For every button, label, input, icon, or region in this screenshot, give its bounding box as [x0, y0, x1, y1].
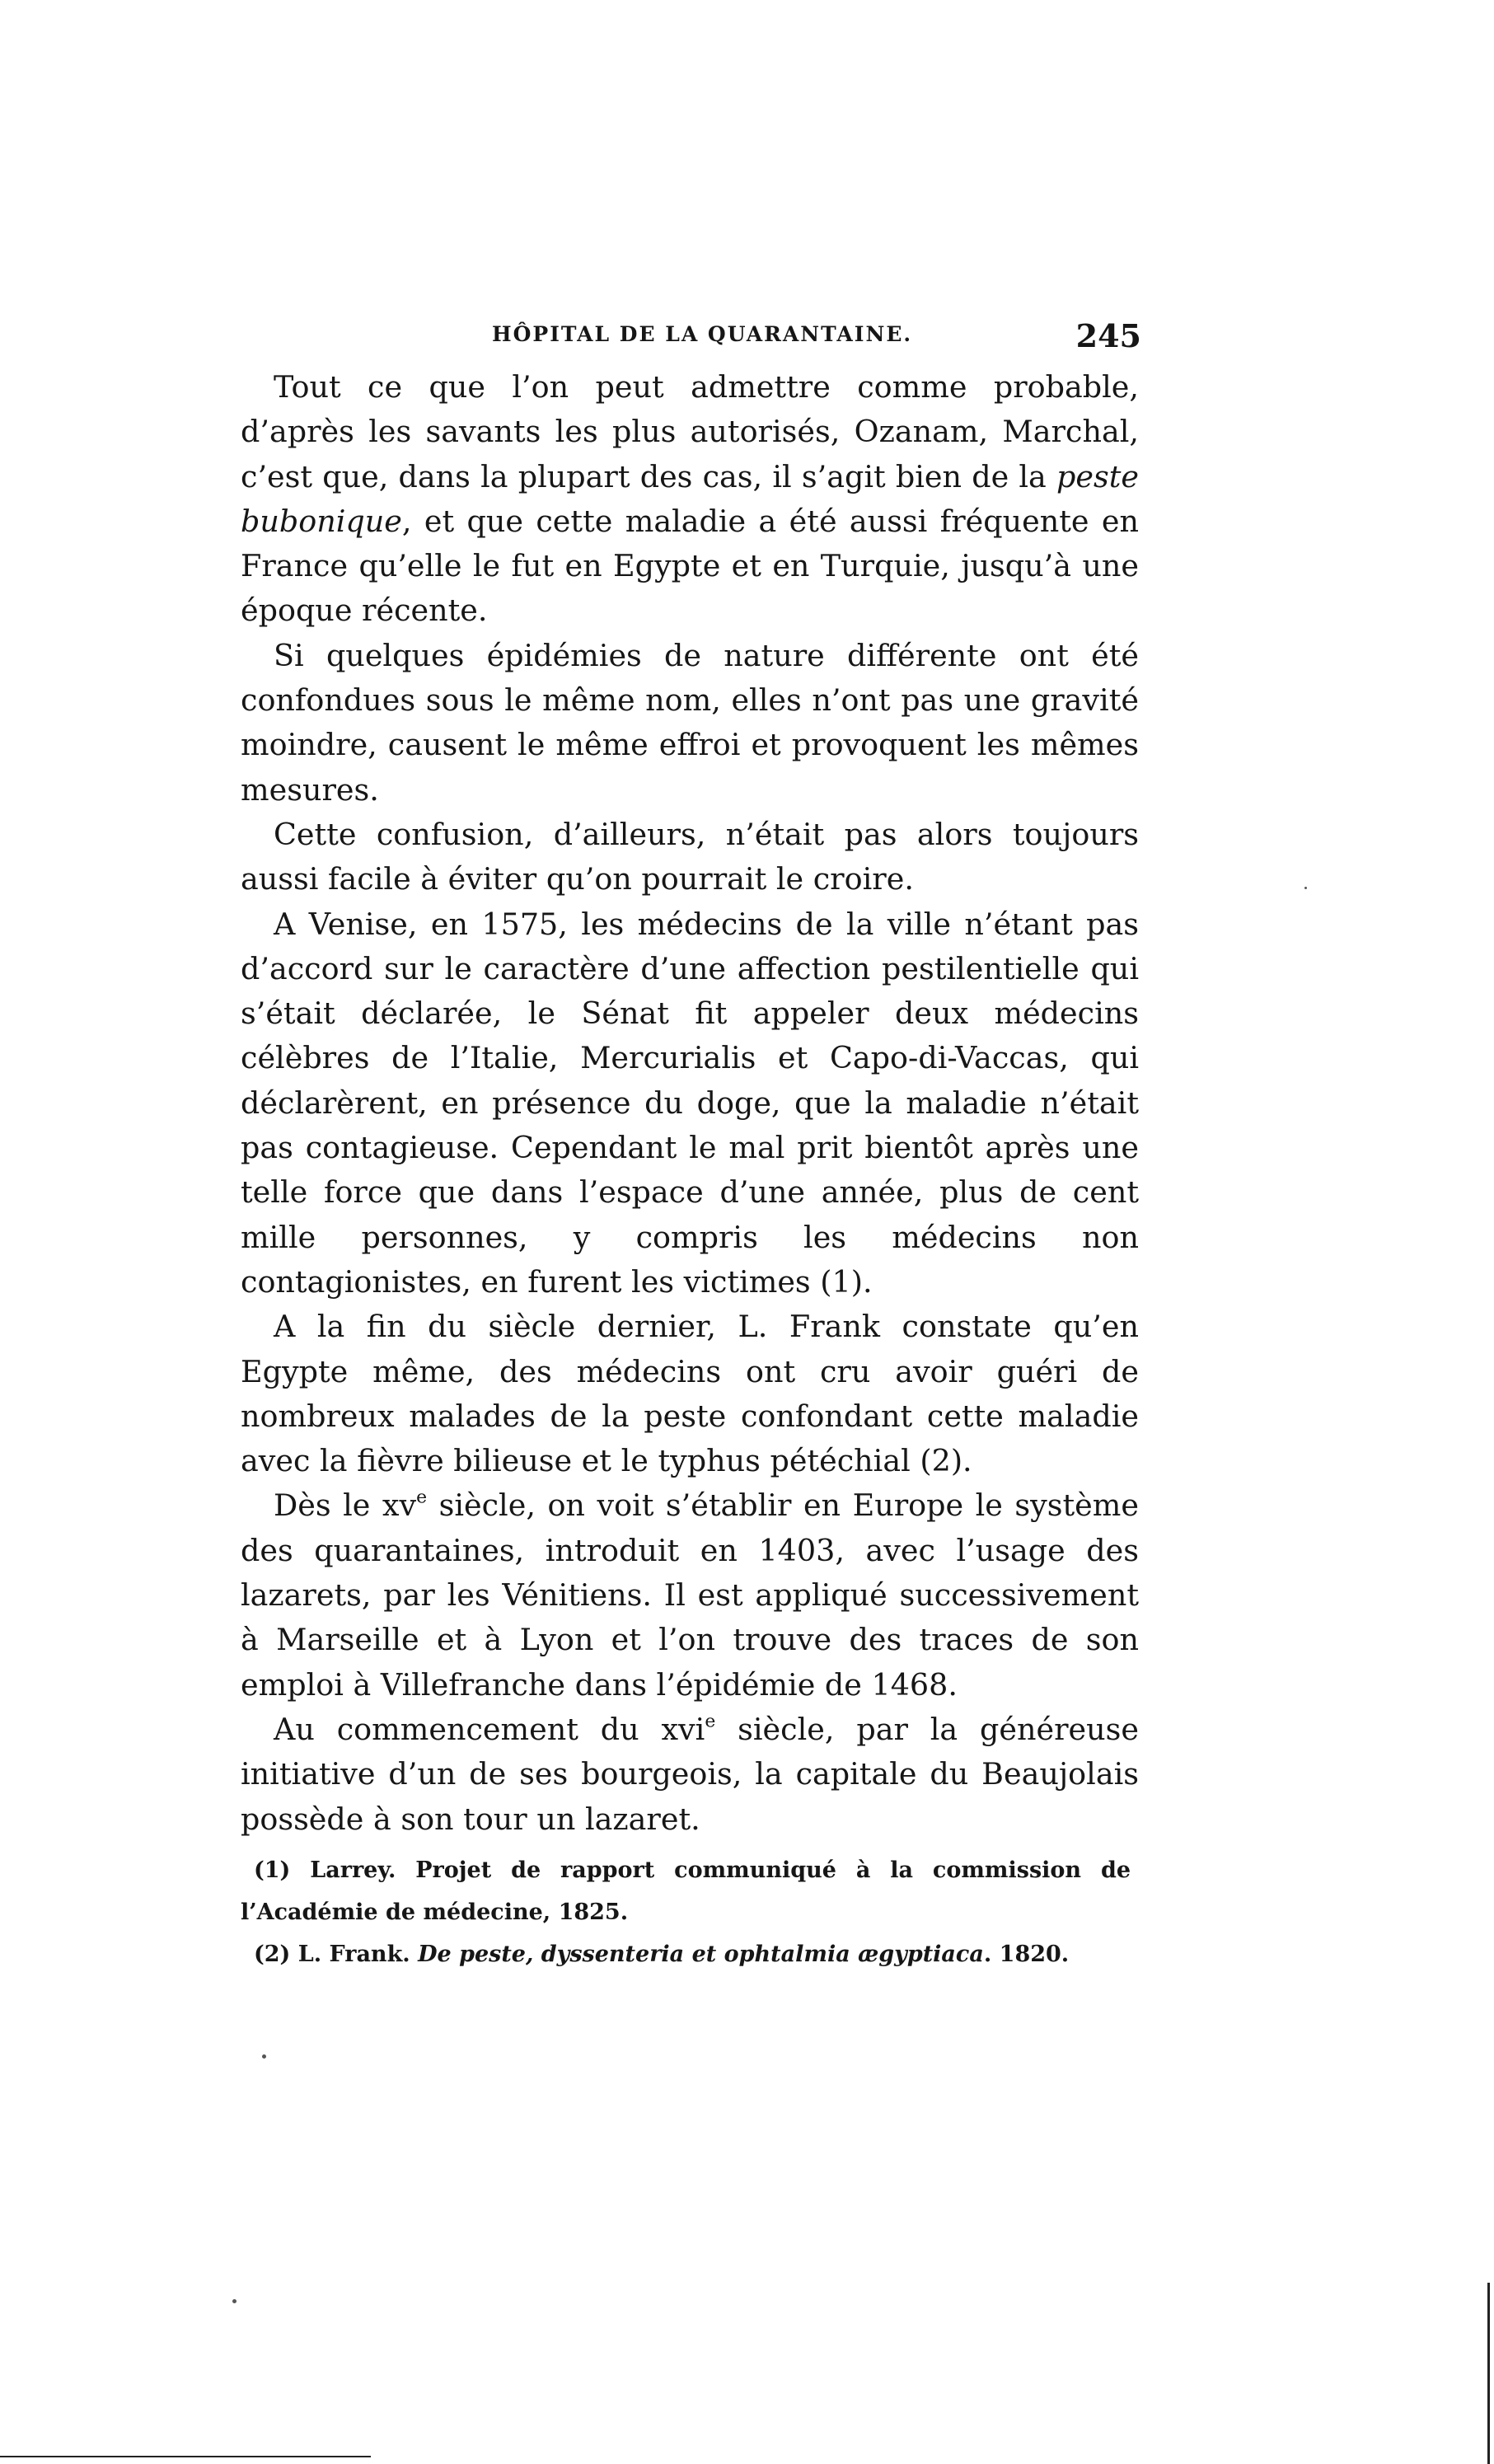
- scan-bottom-rule: [0, 2456, 371, 2457]
- paragraph-3: Cette confusion, d’ailleurs, n’était pas alors toujours aussi facile à éviter qu’on pourrait le croire.: [241, 816, 1139, 897]
- scan-edge-line: [1487, 2283, 1490, 2464]
- paragraph-7-text-a: Au commencement du: [274, 1711, 662, 1747]
- footnotes: [241, 1849, 1131, 1975]
- paragraph-7-text-b: siècle, par la généreuse initiative d’un de ses bourgeois, la capitale du Beaujolais possède à son tour un lazaret.: [241, 1711, 1139, 1837]
- page-number: 245: [1075, 317, 1141, 354]
- scan-speck: [1304, 887, 1307, 889]
- running-title: HÔPITAL DE LA QUARANTAINE.: [492, 322, 913, 346]
- footnote-2-prefix: (2) L. Frank.: [254, 1942, 419, 1967]
- scan-speck: [262, 2054, 266, 2059]
- paragraph-1-emphasis: peste bubonique: [241, 458, 1139, 539]
- paragraph-1: [241, 365, 1139, 634]
- paragraph-7-century-sup: e: [705, 1711, 716, 1732]
- paragraph-6-text-b: siècle, on voit s’établir en Europe le système des quarantaines, introduit en 1403, avec l’usage des lazarets, par les Vénitiens. Il est appliqué successivement à Marseille et à Lyon et l’on trouve des traces de son emploi à Villefranche dans l’épidémie de 1468.: [241, 1487, 1139, 1703]
- paragraph-4: A Venise, en 1575, les médecins de la ville n’étant pas d’accord sur le caractère d’une affection pestilentielle qui s’était déclarée, le Sénat fit appeler deux médecins célèbres de l’Italie, Mercurialis et Capo-di-Vaccas, qui déclarèrent, en présence du doge, que la maladie n’était pas contagieuse. Cependant le mal prit bientôt après une telle force que dans l’espace d’une année, plus de cent mille personnes, y compris les médecins non contagionistes, en furent les victimes (1).: [241, 906, 1139, 1300]
- paragraph-7: [241, 1707, 1139, 1842]
- paragraph-5: A la fin du siècle dernier, L. Frank constate qu’en Egypte même, des médecins ont cru avoir guéri de nombreux malades de la peste confondant cette maladie avec la fièvre bilieuse et le typhus pétéchial (2).: [241, 1309, 1139, 1479]
- paragraph-1-text-a: Tout ce que l’on peut admettre comme probable, d’après les savants les plus autorisés, Ozanam, Marchal, c’est que, dans la plupart des cas, il s’agit bien de la: [241, 369, 1139, 494]
- paragraph-6-century-sup: e: [416, 1487, 428, 1509]
- footnote-2: [241, 1933, 1131, 1975]
- scan-speck: [232, 2299, 237, 2303]
- paragraph-6-text-a: Dès le: [274, 1487, 382, 1524]
- footnote-2-title: De peste, dyssenteria et ophtalmia ægyptiaca: [418, 1942, 984, 1967]
- footnote-1: (1) Larrey. Projet de rapport communiqué à la commission de l’Académie de médecine, 1825.: [241, 1857, 1131, 1925]
- paragraph-1-text-b: , et que cette maladie a été aussi fréquente en France qu’elle le fut en Egypte et en Turquie, jusqu’à une époque récente.: [241, 503, 1139, 629]
- paragraph-6-century: xv: [382, 1487, 417, 1524]
- body-text: [241, 365, 1139, 1842]
- footnote-2-suffix: . 1820.: [983, 1942, 1070, 1967]
- running-head: [243, 317, 1150, 358]
- paragraph-2: Si quelques épidémies de nature différente ont été confondues sous le même nom, elles n’ont pas une gravité moindre, causent le même effroi et provoquent les mêmes mesures.: [241, 637, 1139, 808]
- paragraph-7-century: xvi: [661, 1711, 705, 1747]
- paragraph-6: [241, 1483, 1139, 1707]
